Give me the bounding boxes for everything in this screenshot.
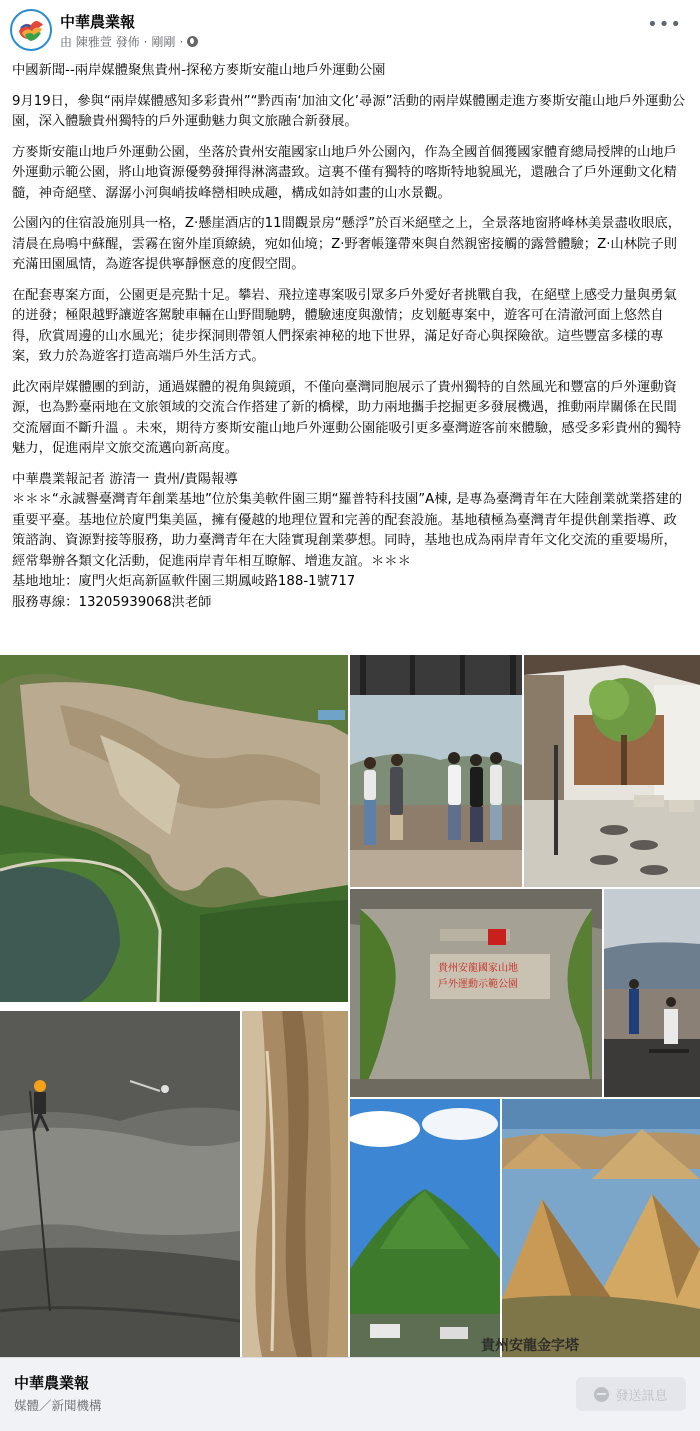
page-name[interactable]: 中華農業報: [60, 13, 136, 31]
photo-collage[interactable]: [0, 655, 700, 1357]
post-body: [12, 61, 690, 613]
photo-pyramid-hills[interactable]: [502, 1099, 700, 1357]
photo-park-sign[interactable]: [350, 889, 602, 1097]
photo-cliff-aerial[interactable]: [0, 655, 348, 1002]
post-title: 中國新聞--兩岸媒體聚焦貴州-探秘方麥斯安龍山地戶外運動公園: [12, 63, 386, 78]
reporter-credit: 中華農業報記者 游清一 貴州/貴陽報導: [12, 471, 238, 487]
post-time[interactable]: 剛剛: [151, 35, 176, 49]
base-address: 基地地址：廈門火炬高新區軟件園三期鳳岐路188-1號717: [12, 574, 356, 589]
footer-page-name[interactable]: 中華農業報: [14, 1374, 90, 1392]
service-hotline: 服務專線：13205939068洪老師: [12, 594, 212, 610]
page-footer: [0, 1357, 700, 1431]
posted-by[interactable]: 由 陳雅萱 發佈: [60, 35, 140, 49]
photo-courtyard[interactable]: [524, 655, 700, 887]
post-paragraph: 此次兩岸媒體團的到訪，通過媒體的視角與鏡頭，不僅向臺灣同胞展示了貴州獨特的自然風光和豐富的戶外運動資源，也為黔臺兩地在文旅領域的交流合作搭建了新的橋樑，助力兩地攜手挖掘更多發展機遇，推動兩岸關係在民間交流層面不斷升溫 。未來，期待方麥斯安龍山地戶外運動公園能吸引更多臺灣遊客前來體驗，感受多彩貴州的獨特魅力，促進兩岸文旅交流邁向新高度。: [12, 379, 682, 456]
post-meta: [60, 33, 198, 50]
post-paragraph: 9月19日，參與“兩岸媒體感知多彩貴州”“黔西南‘加油文化’尋源”活動的兩岸媒體團走進方麥斯安龍山地戶外運動公園，深入體驗貴州獨特的戶外運動魅力與文旅融合新發展。: [12, 93, 686, 129]
meta-separator: ·: [179, 34, 184, 49]
photo-caption: 貴州安龍金字塔: [481, 1338, 579, 1354]
photo-green-peak[interactable]: [350, 1099, 500, 1357]
photo-rock-face[interactable]: [242, 1011, 348, 1357]
post-paragraph: 在配套專案方面，公園更是亮點十足。攀岩、飛拉達專案吸引眾多戶外愛好者挑戰自我，在絕壁上感受力量與勇氣的迸發；極限越野讓遊客駕駛車輛在山野間馳騁，體驗速度與激情；皮划艇專案中，遊客可在清澈河面上悠然自得，欣賞周邊的山水風光；徒步探洞則帶領人們探索神秘的地下世界，滿足好奇心與探險欲。這些豐富多樣的專案，致力於為遊客打造高端戶外生活方式。: [12, 287, 677, 364]
meta-separator: ·: [143, 34, 148, 49]
page-avatar[interactable]: [10, 9, 52, 51]
post-paragraph: 公園內的住宿設施別具一格，Z·懸崖酒店的11間觀景房“懸浮”於百米絕壁之上，全景落地窗將峰林美景盡收眼底，清晨在鳥鳴中蘇醒，雲霧在窗外崖頂繚繞，宛如仙境；Z·野奢帳篷帶來與自然親密接觸的露營體驗；Z·山林院子則充滿田園風情，為遊客提供寧靜愜意的度假空間。: [12, 216, 681, 272]
messenger-icon: [594, 1387, 609, 1402]
photo-hotel-visitors[interactable]: [350, 655, 522, 887]
more-options-icon[interactable]: •••: [647, 14, 682, 35]
footer-page-category: 媒體／新聞機構: [14, 1398, 102, 1413]
photo-climber[interactable]: [0, 1011, 240, 1357]
post-header: [0, 0, 700, 60]
send-message-button[interactable]: [576, 1377, 686, 1411]
sign-line-1: 貴州安龍國家山地: [438, 963, 518, 974]
post-paragraph: 方麥斯安龍山地戶外運動公園，坐落於貴州安龍國家山地戶外公園內，作為全國首個獲國家體育總局授牌的山地戶外運動示範公園，將山地資源優勢發揮得淋漓盡致。這裏不僅有獨特的喀斯特地貌風光，還融合了戶外運動文化精髓，神奇絕壁、潺潺小河與峭拔峰巒相映成趣，構成如詩如畫的山水景觀。: [12, 144, 677, 201]
globe-icon: [187, 36, 198, 47]
sign-line-2: 戶外運動示範公園: [438, 979, 518, 990]
send-message-label: 發送訊息: [615, 1388, 668, 1404]
photo-terrace[interactable]: [604, 889, 700, 1097]
promo-paragraph: ＊＊＊“永誠譽臺灣青年創業基地”位於集美軟件園三期“羅普特科技園”A棟, 是專為臺灣青年在大陸創業就業搭建的重要平臺。基地位於廈門集美區，擁有優越的地理位置和完善的配套設施。基地積極為臺灣青年提供創業指導、政策諮詢、資源對接等服務，助力臺灣青年在大陸實現創業夢想。同時，基地也成為兩岸青年文化交流的重要場所，經常舉辦各類文化活動，促進兩岸青年相互瞭解、增進友誼。＊＊＊: [12, 492, 683, 569]
